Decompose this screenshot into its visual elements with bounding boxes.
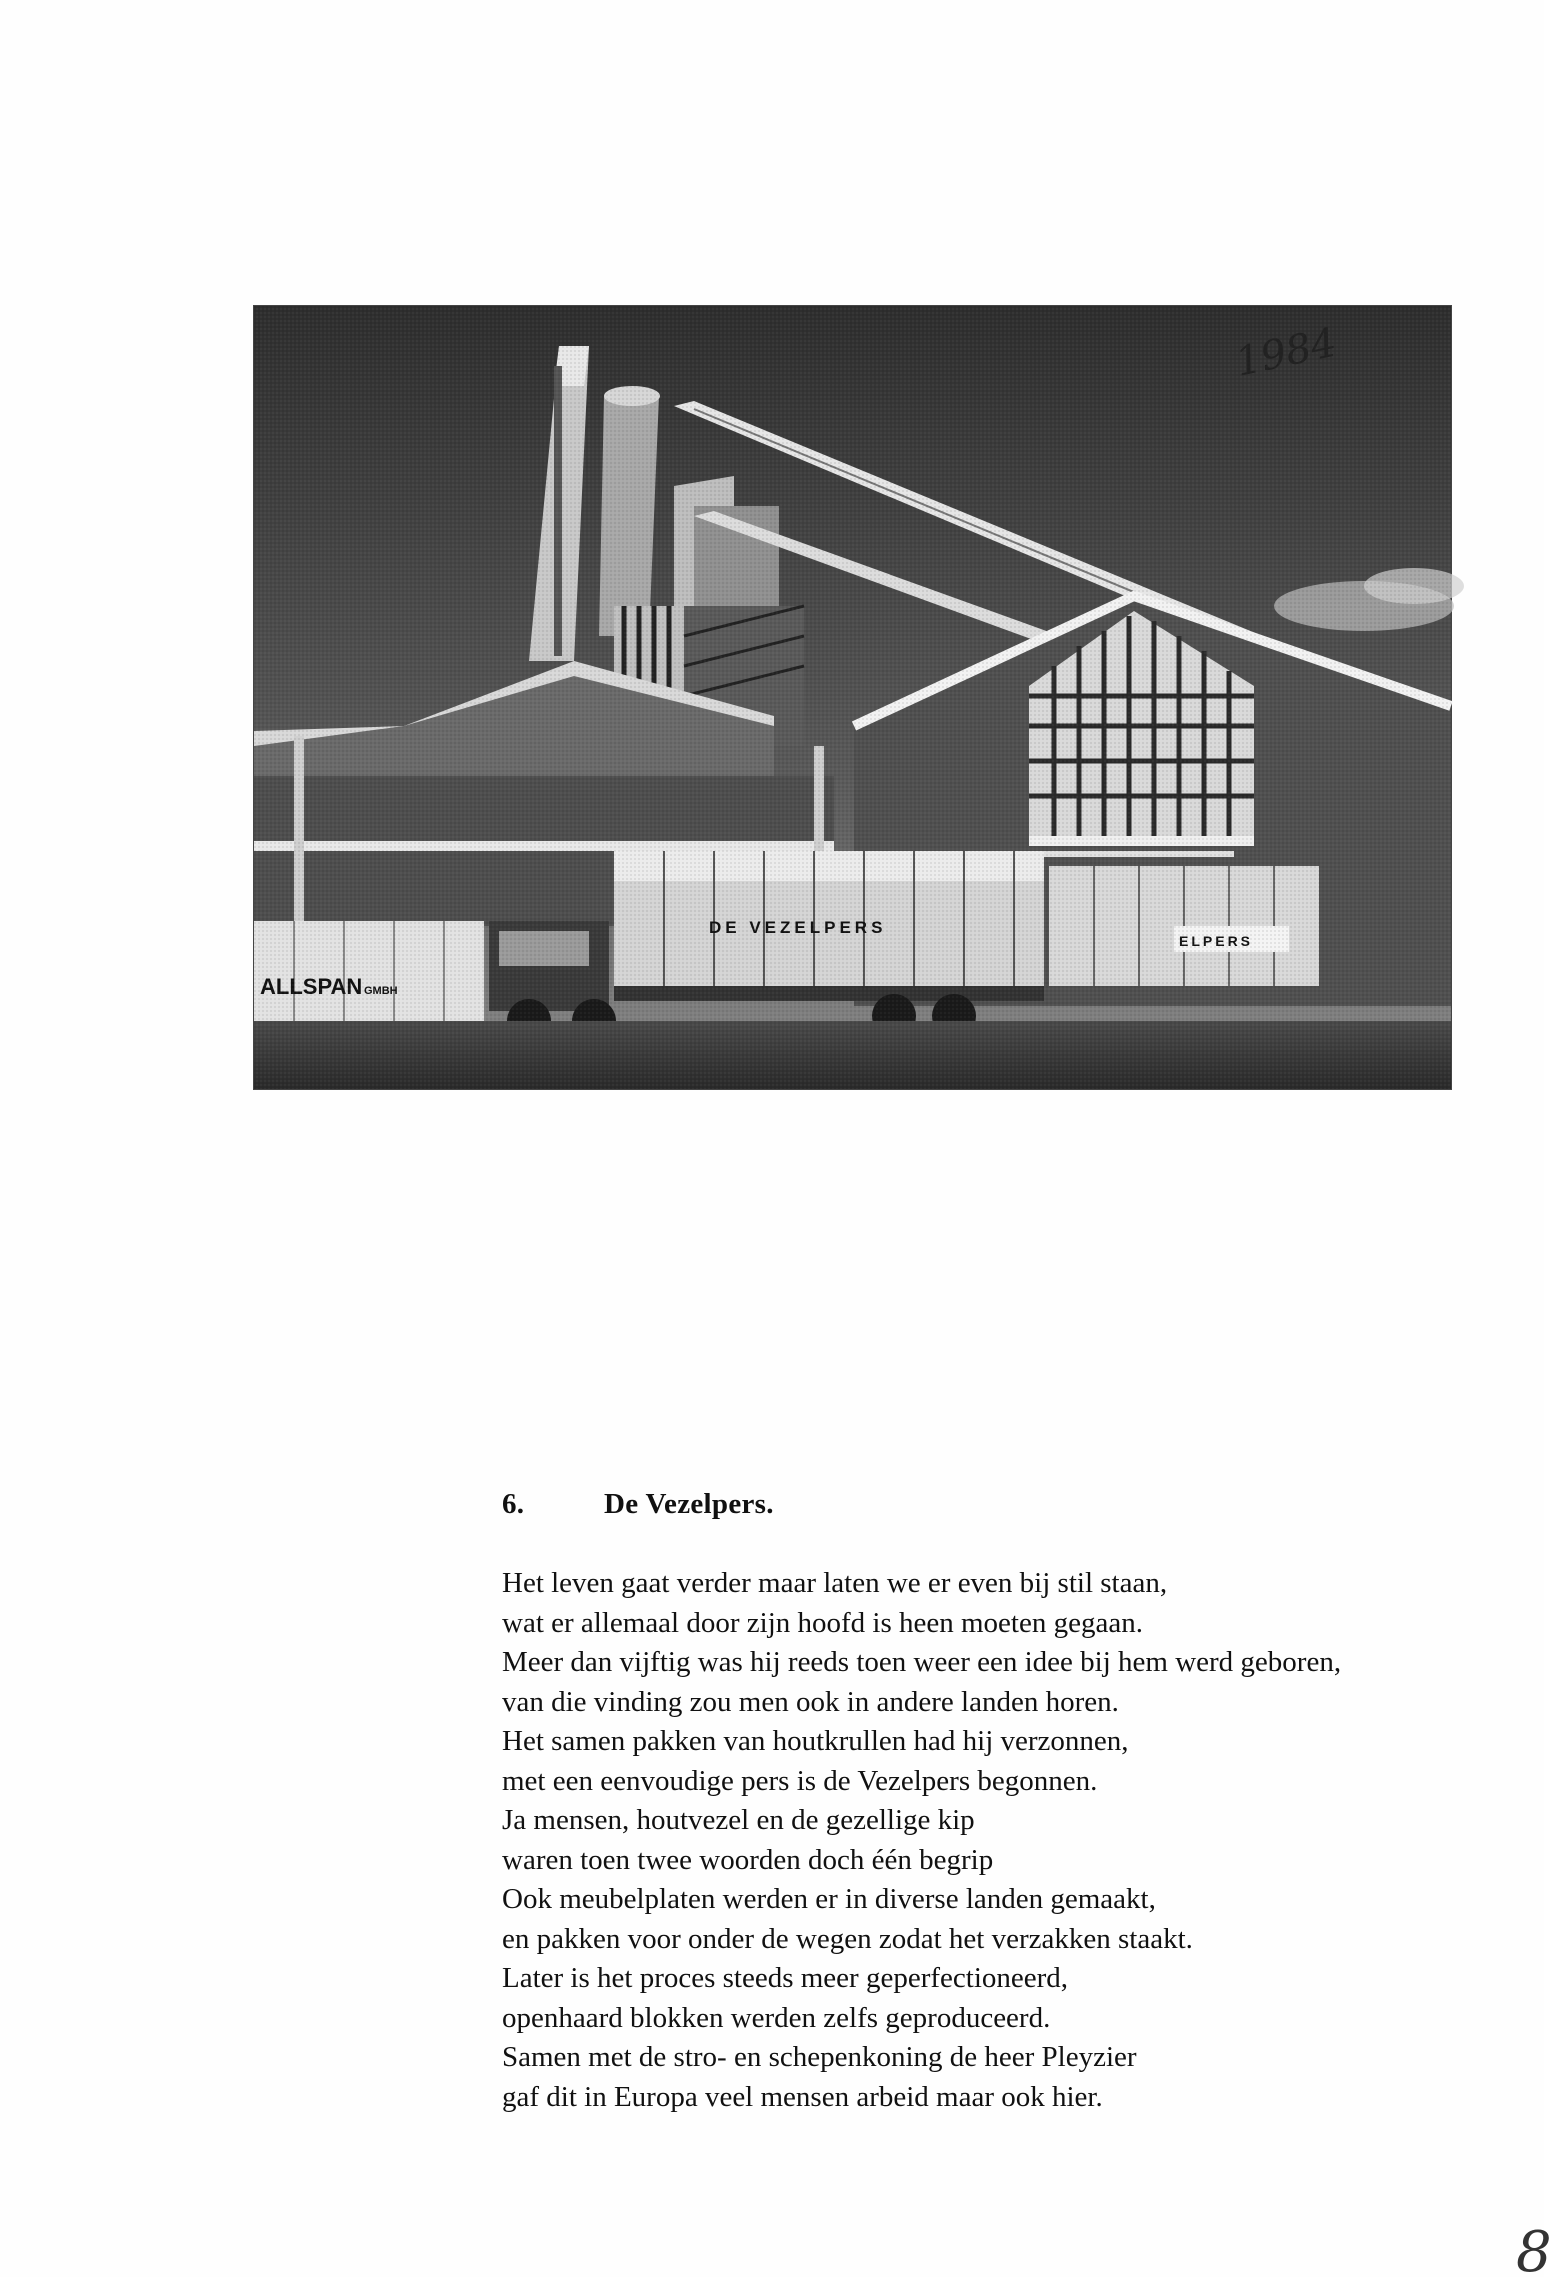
poem: [502, 1564, 1522, 2117]
poem-line: Meer dan vijftig was hij reeds toen weer een idee bij hem werd geboren,: [502, 1646, 1342, 1678]
section-number: 6.: [502, 1488, 525, 1520]
poem-line: van die vinding zou men ook in andere landen horen.: [502, 1685, 1119, 1718]
poem-line: Het samen pakken van houtkrullen had hij verzonnen,: [502, 1725, 1129, 1757]
poem-line: wat er allemaal door zijn hoofd is heen moeten gegaan.: [502, 1606, 1143, 1639]
poem-line: gaf dit in Europa veel mensen arbeid maar ook hier.: [502, 2080, 1103, 2113]
poem-line: Ja mensen, houtvezel en de gezellige kip: [502, 1804, 975, 1836]
factory-photo-drawing: [254, 306, 1451, 1089]
poem-line: Het leven gaat verder maar laten we er even bij stil staan,: [502, 1567, 1168, 1599]
poem-line: Ook meubelplaten werden er in diverse landen gemaakt,: [502, 1883, 1156, 1915]
poem-line: Later is het proces steeds meer geperfectioneerd,: [502, 1962, 1069, 1994]
section-heading: [502, 1488, 774, 1521]
poem-line: en pakken voor onder de wegen zodat het verzakken staakt.: [502, 1922, 1193, 1955]
section-title: De Vezelpers.: [604, 1488, 774, 1520]
poem-line: Samen met de stro- en schepenkoning de heer Pleyzier: [502, 2041, 1137, 2073]
factory-photo: [253, 305, 1452, 1090]
poem-line: waren toen twee woorden doch één begrip: [502, 1843, 994, 1876]
page-number: 8: [1516, 2220, 1552, 2285]
poem-line: met een eenvoudige pers is de Vezelpers begonnen.: [502, 1764, 1098, 1797]
handwritten-year: 1984: [1231, 319, 1341, 386]
poem-line: openhaard blokken werden zelfs geproduceerd.: [502, 2001, 1051, 2034]
